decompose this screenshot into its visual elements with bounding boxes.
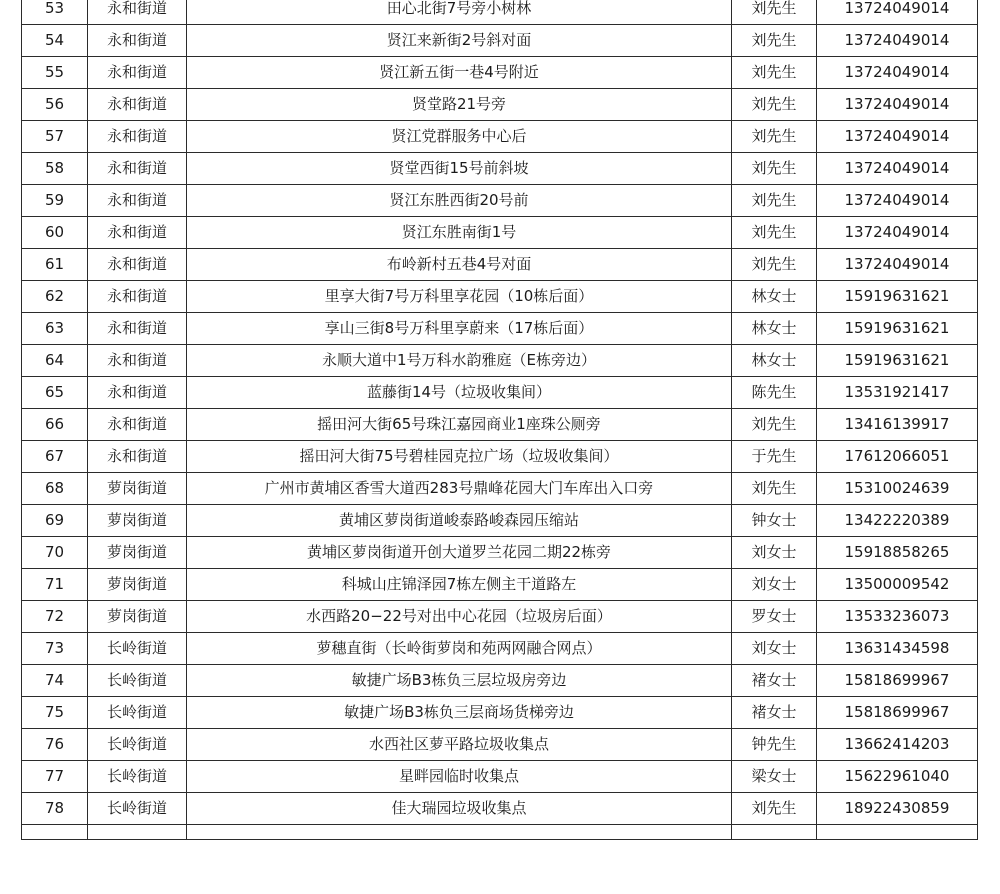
row-number-cell: 78 <box>22 793 88 825</box>
table-row <box>22 249 978 281</box>
table-row <box>22 0 978 25</box>
contact-person-cell: 罗女士 <box>732 601 817 633</box>
contact-person-cell: 刘女士 <box>732 633 817 665</box>
table-row <box>22 601 978 633</box>
street-cell: 永和街道 <box>88 377 187 409</box>
contact-person-cell: 刘先生 <box>732 89 817 121</box>
phone-number-cell: 18922430859 <box>817 793 978 825</box>
empty-cell <box>187 825 732 840</box>
contact-person-cell: 钟女士 <box>732 505 817 537</box>
address-cell: 永顺大道中1号万科水韵雅庭（E栋旁边） <box>187 345 732 377</box>
empty-cell <box>732 825 817 840</box>
address-cell: 田心北街7号旁小树林 <box>187 0 732 25</box>
street-cell: 永和街道 <box>88 281 187 313</box>
address-cell: 摇田河大街75号碧桂园克拉广场（垃圾收集间） <box>187 441 732 473</box>
contact-person-cell: 刘女士 <box>732 537 817 569</box>
table-row <box>22 569 978 601</box>
empty-cell <box>817 825 978 840</box>
contact-person-cell: 于先生 <box>732 441 817 473</box>
address-cell: 水西社区萝平路垃圾收集点 <box>187 729 732 761</box>
contact-person-cell: 刘女士 <box>732 569 817 601</box>
row-number-cell: 62 <box>22 281 88 313</box>
row-number-cell: 69 <box>22 505 88 537</box>
contact-person-cell: 刘先生 <box>732 793 817 825</box>
phone-number-cell: 13724049014 <box>817 153 978 185</box>
row-number-cell: 54 <box>22 25 88 57</box>
table-row <box>22 697 978 729</box>
address-cell: 布岭新村五巷4号对面 <box>187 249 732 281</box>
address-cell: 贤江新五街一巷4号附近 <box>187 57 732 89</box>
phone-number-cell: 13416139917 <box>817 409 978 441</box>
table-row <box>22 761 978 793</box>
contact-person-cell: 刘先生 <box>732 473 817 505</box>
phone-number-cell: 13724049014 <box>817 57 978 89</box>
phone-number-cell: 15622961040 <box>817 761 978 793</box>
table-row <box>22 345 978 377</box>
phone-number-cell: 17612066051 <box>817 441 978 473</box>
street-cell: 永和街道 <box>88 441 187 473</box>
table-row <box>22 409 978 441</box>
phone-number-cell: 15919631621 <box>817 313 978 345</box>
table-row <box>22 473 978 505</box>
empty-cell <box>22 825 88 840</box>
street-cell: 永和街道 <box>88 25 187 57</box>
collection-points-table <box>21 0 978 840</box>
phone-number-cell: 13724049014 <box>817 0 978 25</box>
table-row <box>22 377 978 409</box>
address-cell: 黄埔区萝岗街道峻泰路峻森园压缩站 <box>187 505 732 537</box>
address-cell: 享山三街8号万科里享蔚来（17栋后面） <box>187 313 732 345</box>
contact-person-cell: 刘先生 <box>732 217 817 249</box>
address-cell: 广州市黄埔区香雪大道西283号鼎峰花园大门车库出入口旁 <box>187 473 732 505</box>
row-number-cell: 74 <box>22 665 88 697</box>
phone-number-cell: 13724049014 <box>817 121 978 153</box>
row-number-cell: 60 <box>22 217 88 249</box>
street-cell: 永和街道 <box>88 345 187 377</box>
row-number-cell: 64 <box>22 345 88 377</box>
row-number-cell: 75 <box>22 697 88 729</box>
row-number-cell: 66 <box>22 409 88 441</box>
row-number-cell: 57 <box>22 121 88 153</box>
row-number-cell: 71 <box>22 569 88 601</box>
address-cell: 科城山庄锦泽园7栋左侧主干道路左 <box>187 569 732 601</box>
address-cell: 里享大街7号万科里享花园（10栋后面） <box>187 281 732 313</box>
contact-person-cell: 刘先生 <box>732 25 817 57</box>
phone-number-cell: 15310024639 <box>817 473 978 505</box>
street-cell: 长岭街道 <box>88 665 187 697</box>
table-row <box>22 441 978 473</box>
phone-number-cell: 15919631621 <box>817 345 978 377</box>
address-cell: 贤江东胜西街20号前 <box>187 185 732 217</box>
street-cell: 长岭街道 <box>88 729 187 761</box>
address-cell: 贤堂路21号旁 <box>187 89 732 121</box>
table-row <box>22 153 978 185</box>
street-cell: 永和街道 <box>88 153 187 185</box>
address-cell: 黄埔区萝岗街道开创大道罗兰花园二期22栋旁 <box>187 537 732 569</box>
table-row <box>22 633 978 665</box>
row-number-cell: 65 <box>22 377 88 409</box>
phone-number-cell: 13724049014 <box>817 217 978 249</box>
contact-person-cell: 钟先生 <box>732 729 817 761</box>
street-cell: 永和街道 <box>88 57 187 89</box>
contact-person-cell: 褚女士 <box>732 665 817 697</box>
phone-number-cell: 13531921417 <box>817 377 978 409</box>
street-cell: 长岭街道 <box>88 697 187 729</box>
street-cell: 长岭街道 <box>88 633 187 665</box>
table-row <box>22 665 978 697</box>
table-row <box>22 729 978 761</box>
phone-number-cell: 15918858265 <box>817 537 978 569</box>
contact-person-cell: 林女士 <box>732 313 817 345</box>
row-number-cell: 55 <box>22 57 88 89</box>
street-cell: 长岭街道 <box>88 793 187 825</box>
phone-number-cell: 13724049014 <box>817 185 978 217</box>
row-number-cell: 70 <box>22 537 88 569</box>
contact-person-cell: 刘先生 <box>732 409 817 441</box>
address-cell: 贤江东胜南街1号 <box>187 217 732 249</box>
contact-person-cell: 刘先生 <box>732 153 817 185</box>
address-cell: 水西路20−22号对出中心花园（垃圾房后面） <box>187 601 732 633</box>
phone-number-cell: 13422220389 <box>817 505 978 537</box>
phone-number-cell: 13724049014 <box>817 249 978 281</box>
street-cell: 萝岗街道 <box>88 569 187 601</box>
phone-number-cell: 13724049014 <box>817 89 978 121</box>
phone-number-cell: 15818699967 <box>817 665 978 697</box>
table-row <box>22 313 978 345</box>
street-cell: 萝岗街道 <box>88 505 187 537</box>
address-cell: 摇田河大街65号珠江嘉园商业1座珠公厕旁 <box>187 409 732 441</box>
empty-cell <box>88 825 187 840</box>
row-number-cell: 73 <box>22 633 88 665</box>
row-number-cell: 76 <box>22 729 88 761</box>
address-cell: 贤江来新街2号斜对面 <box>187 25 732 57</box>
contact-person-cell: 林女士 <box>732 345 817 377</box>
phone-number-cell: 13500009542 <box>817 569 978 601</box>
address-cell: 贤堂西街15号前斜坡 <box>187 153 732 185</box>
table-row <box>22 25 978 57</box>
row-number-cell: 77 <box>22 761 88 793</box>
address-cell: 贤江党群服务中心后 <box>187 121 732 153</box>
street-cell: 永和街道 <box>88 249 187 281</box>
phone-number-cell: 13631434598 <box>817 633 978 665</box>
table-row <box>22 121 978 153</box>
contact-person-cell: 林女士 <box>732 281 817 313</box>
phone-number-cell: 15818699967 <box>817 697 978 729</box>
table-row <box>22 57 978 89</box>
phone-number-cell: 13533236073 <box>817 601 978 633</box>
street-cell: 永和街道 <box>88 121 187 153</box>
contact-person-cell: 陈先生 <box>732 377 817 409</box>
phone-number-cell: 15919631621 <box>817 281 978 313</box>
table-body <box>22 0 978 840</box>
contact-person-cell: 梁女士 <box>732 761 817 793</box>
contact-person-cell: 刘先生 <box>732 57 817 89</box>
street-cell: 永和街道 <box>88 0 187 25</box>
street-cell: 永和街道 <box>88 89 187 121</box>
row-number-cell: 58 <box>22 153 88 185</box>
address-cell: 敏捷广场B3栋负三层商场货梯旁边 <box>187 697 732 729</box>
phone-number-cell: 13662414203 <box>817 729 978 761</box>
address-cell: 佳大瑞园垃圾收集点 <box>187 793 732 825</box>
street-cell: 永和街道 <box>88 185 187 217</box>
table-row <box>22 185 978 217</box>
address-cell: 蓝藤街14号（垃圾收集间） <box>187 377 732 409</box>
address-cell: 萝穗直街（长岭街萝岗和苑两网融合网点） <box>187 633 732 665</box>
street-cell: 萝岗街道 <box>88 601 187 633</box>
address-cell: 星畔园临时收集点 <box>187 761 732 793</box>
street-cell: 萝岗街道 <box>88 473 187 505</box>
table-row <box>22 505 978 537</box>
street-cell: 长岭街道 <box>88 761 187 793</box>
row-number-cell: 72 <box>22 601 88 633</box>
street-cell: 永和街道 <box>88 217 187 249</box>
street-cell: 永和街道 <box>88 313 187 345</box>
table-row <box>22 89 978 121</box>
contact-person-cell: 刘先生 <box>732 249 817 281</box>
row-number-cell: 61 <box>22 249 88 281</box>
contact-person-cell: 刘先生 <box>732 185 817 217</box>
row-number-cell: 59 <box>22 185 88 217</box>
contact-person-cell: 褚女士 <box>732 697 817 729</box>
contact-person-cell: 刘先生 <box>732 0 817 25</box>
address-cell: 敏捷广场B3栋负三层垃圾房旁边 <box>187 665 732 697</box>
table-row <box>22 281 978 313</box>
street-cell: 萝岗街道 <box>88 537 187 569</box>
table-row <box>22 217 978 249</box>
row-number-cell: 68 <box>22 473 88 505</box>
row-number-cell: 67 <box>22 441 88 473</box>
street-cell: 永和街道 <box>88 409 187 441</box>
table-row-partial <box>22 825 978 840</box>
table-row <box>22 537 978 569</box>
row-number-cell: 63 <box>22 313 88 345</box>
contact-person-cell: 刘先生 <box>732 121 817 153</box>
phone-number-cell: 13724049014 <box>817 25 978 57</box>
table-row <box>22 793 978 825</box>
row-number-cell: 53 <box>22 0 88 25</box>
row-number-cell: 56 <box>22 89 88 121</box>
